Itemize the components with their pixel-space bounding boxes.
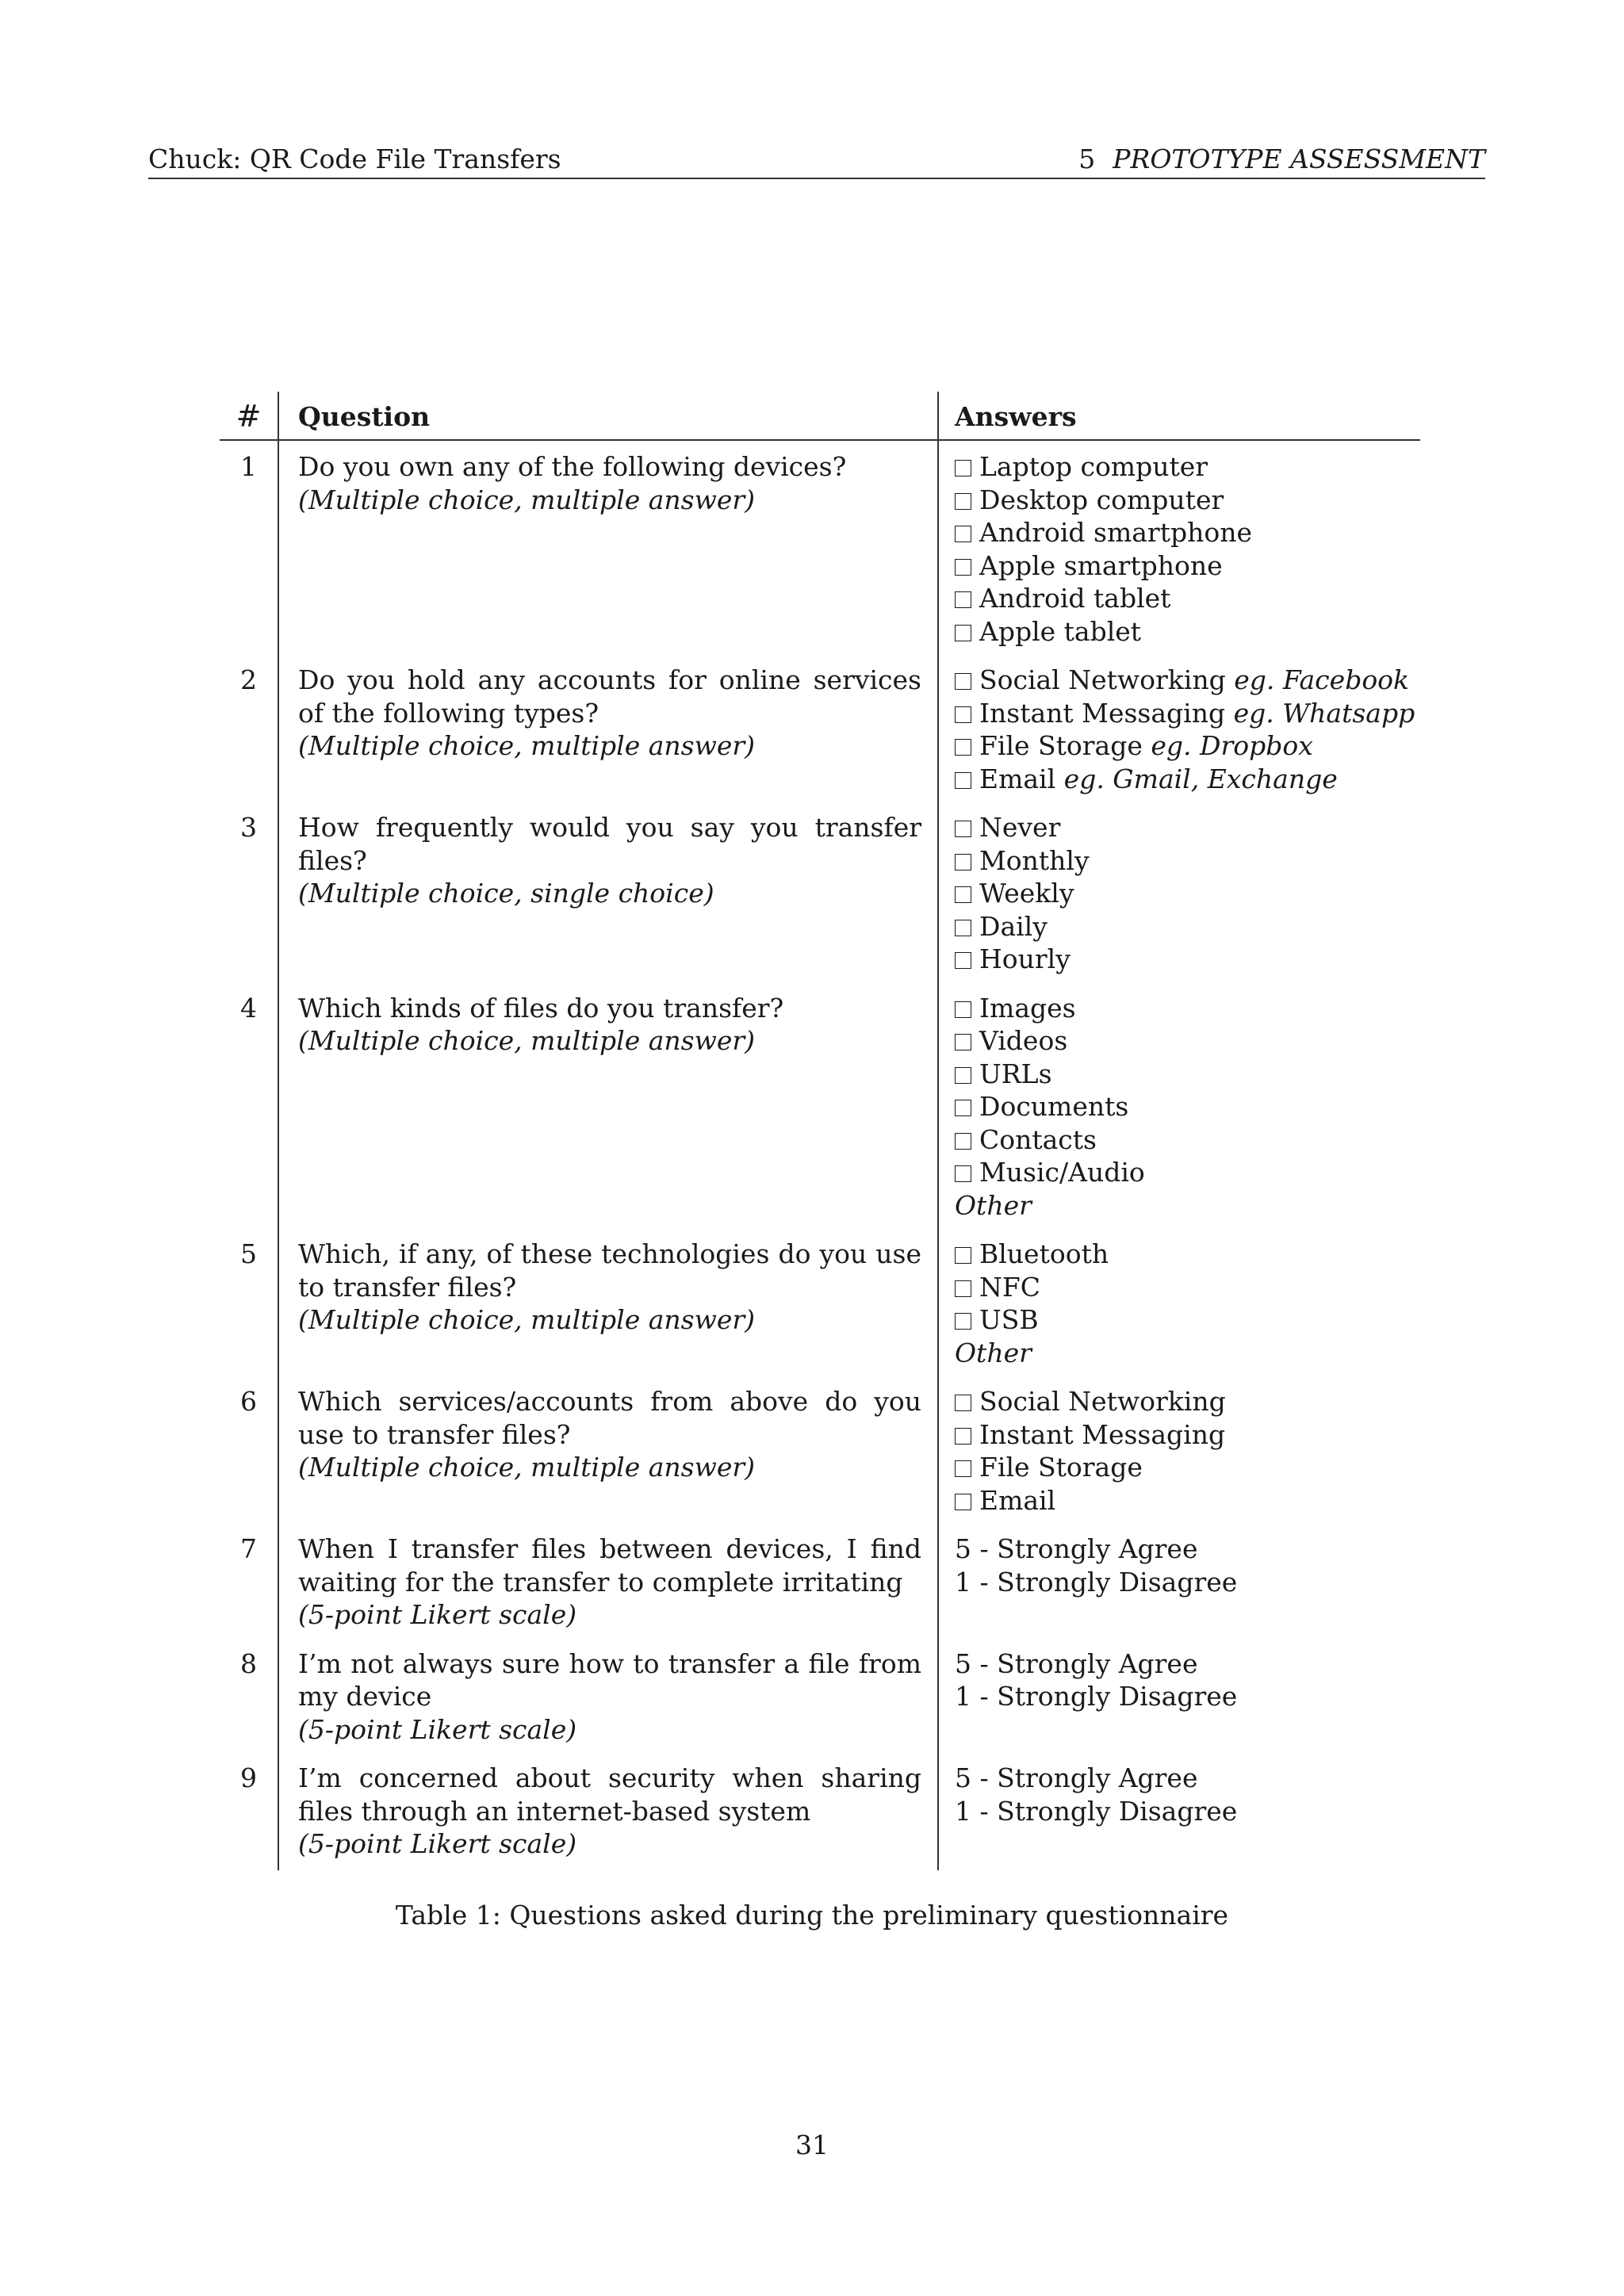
question-type-note: (Multiple choice, multiple answer) [298, 1304, 756, 1335]
checkbox-icon [955, 559, 971, 576]
answer-label: Hourly [979, 943, 1071, 974]
checkbox-icon [955, 1133, 971, 1150]
answers-cell [938, 440, 1420, 664]
question-cell [278, 1238, 938, 1385]
answer-label: Apple tablet [979, 615, 1142, 647]
answer-option [955, 1418, 1420, 1452]
answer-label: Instant Messaging [979, 1418, 1226, 1450]
checkbox-icon [955, 1494, 971, 1510]
answer-option [955, 1647, 1420, 1681]
table-row [220, 992, 1420, 1238]
header-number: # [220, 392, 278, 440]
question-number: 1 [220, 440, 278, 664]
answer-label: Social Networking [979, 664, 1226, 695]
checkbox-icon [955, 493, 971, 510]
question-text: How frequently would you say you transfer files? [298, 812, 921, 876]
question-cell [278, 992, 938, 1238]
checkbox-icon [955, 1100, 971, 1116]
table-header-row [220, 392, 1420, 440]
answer-label: Videos [979, 1025, 1068, 1056]
question-type-note: (Multiple choice, multiple answer) [298, 1025, 756, 1056]
answer-option [955, 516, 1420, 549]
answer-option [955, 992, 1420, 1025]
checkbox-icon [955, 625, 971, 641]
answer-option [955, 844, 1420, 878]
checkbox-icon [955, 854, 971, 871]
answer-option [955, 729, 1420, 763]
question-type-note: (Multiple choice, multiple answer) [298, 484, 756, 515]
question-number: 8 [220, 1647, 278, 1762]
answer-option [955, 1795, 1420, 1828]
answer-label: Android smartphone [979, 517, 1252, 548]
question-cell [278, 664, 938, 811]
answer-option [955, 763, 1420, 796]
answers-cell [938, 1385, 1420, 1533]
question-number: 4 [220, 992, 278, 1238]
header-question: Question [278, 392, 938, 440]
answer-label: Desktop computer [979, 484, 1224, 515]
question-number: 9 [220, 1762, 278, 1870]
answers-cell [938, 1238, 1420, 1385]
table-row [220, 1238, 1420, 1385]
answer-option [955, 1566, 1420, 1599]
answer-label: Apple smartphone [979, 549, 1223, 581]
answer-option [955, 1238, 1420, 1271]
answer-label: NFC [979, 1271, 1041, 1303]
question-type-note: (Multiple choice, multiple answer) [298, 730, 756, 761]
question-text: Which services/accounts from above do you use to transfer files? [298, 1386, 921, 1450]
table-row [220, 1385, 1420, 1533]
question-cell [278, 1647, 938, 1762]
answer-option [955, 910, 1420, 943]
answers-cell [938, 1762, 1420, 1870]
checkbox-icon [955, 772, 971, 789]
checkbox-icon [955, 952, 971, 969]
answers-cell [938, 1647, 1420, 1762]
question-type-note: (Multiple choice, multiple answer) [298, 1452, 756, 1483]
question-number: 2 [220, 664, 278, 811]
table-row [220, 1647, 1420, 1762]
table-body [220, 440, 1420, 1870]
answer-label: Music/Audio [979, 1157, 1145, 1188]
answer-option [955, 943, 1420, 976]
question-number: 5 [220, 1238, 278, 1385]
checkbox-icon [955, 1165, 971, 1182]
question-type-note: (5-point Likert scale) [298, 1828, 577, 1859]
checkbox-icon [955, 886, 971, 903]
question-type-note: (5-point Likert scale) [298, 1713, 577, 1745]
question-number: 3 [220, 811, 278, 992]
answer-example: eg. Whatsapp [1233, 697, 1415, 729]
answer-option [955, 450, 1420, 484]
question-text: Do you own any of the following devices? [298, 451, 847, 482]
answer-label: Documents [979, 1091, 1129, 1122]
answer-label: Email [979, 763, 1056, 794]
checkbox-icon [955, 1247, 971, 1264]
answer-option [955, 1058, 1420, 1091]
answer-label: URLs [979, 1058, 1052, 1089]
answer-label: 1 - Strongly Disagree [955, 1566, 1238, 1598]
running-header-section [1078, 141, 1485, 178]
page-number: 31 [795, 2130, 829, 2160]
answer-label: Contacts [979, 1123, 1097, 1155]
checkbox-icon [955, 1395, 971, 1411]
answer-option [955, 1533, 1420, 1566]
checkbox-icon [955, 591, 971, 608]
answer-label: Weekly [979, 878, 1074, 909]
questionnaire-table [220, 392, 1420, 1870]
question-text: Do you hold any accounts for online services of the following types? [298, 664, 921, 729]
answer-label: Never [979, 812, 1061, 843]
table-row [220, 1533, 1420, 1647]
answer-label: Social Networking [979, 1386, 1226, 1417]
answer-example: eg. Gmail, Exchange [1063, 763, 1338, 794]
checkbox-icon [955, 526, 971, 542]
answer-example: eg. Facebook [1234, 664, 1410, 695]
answer-option [955, 1271, 1420, 1304]
checkbox-icon [955, 1001, 971, 1018]
answers-cell [938, 664, 1420, 811]
checkbox-icon [955, 1428, 971, 1445]
answer-option [955, 1090, 1420, 1123]
running-header-title: Chuck: QR Code File Transfers [148, 144, 561, 174]
answer-label: Laptop computer [979, 451, 1208, 482]
section-number: 5 [1078, 144, 1096, 174]
answer-label: USB [979, 1304, 1039, 1335]
table-row [220, 811, 1420, 992]
checkbox-icon [955, 920, 971, 936]
answer-other: Other [955, 1189, 1032, 1221]
answer-option [955, 484, 1420, 517]
answer-option [955, 582, 1420, 615]
checkbox-icon [955, 739, 971, 756]
answer-label: 5 - Strongly Agree [955, 1647, 1198, 1679]
answer-option [955, 1484, 1420, 1517]
answer-option [955, 615, 1420, 649]
question-text: I’m not always sure how to transfer a file from my device [298, 1647, 921, 1712]
answer-option [955, 1680, 1420, 1713]
running-header [148, 141, 1485, 179]
answer-label: Instant Messaging [979, 697, 1226, 729]
question-text: Which, if any, of these technologies do you use to transfer files? [298, 1238, 921, 1303]
answer-label: Android tablet [979, 583, 1171, 614]
answer-example: eg. Dropbox [1151, 730, 1313, 761]
answer-option [955, 664, 1420, 697]
answer-label: 5 - Strongly Agree [955, 1533, 1198, 1564]
question-cell [278, 1385, 938, 1533]
question-cell [278, 440, 938, 664]
checkbox-icon [955, 821, 971, 837]
table-row [220, 664, 1420, 811]
answer-label: 1 - Strongly Disagree [955, 1795, 1238, 1827]
answer-option [955, 1024, 1420, 1058]
answer-label: Daily [979, 910, 1048, 942]
question-text: When I transfer files between devices, I find waiting for the transfer to complete irritating [298, 1533, 921, 1598]
question-cell [278, 1533, 938, 1647]
section-title: PROTOTYPE ASSESSMENT [1113, 144, 1485, 174]
question-cell [278, 811, 938, 992]
answer-label: File Storage [979, 730, 1143, 761]
answer-option [955, 697, 1420, 730]
answer-option [955, 549, 1420, 583]
answers-cell [938, 992, 1420, 1238]
answer-label: 5 - Strongly Agree [955, 1762, 1198, 1793]
answer-option [955, 1123, 1420, 1157]
checkbox-icon [955, 706, 971, 723]
checkbox-icon [955, 1067, 971, 1084]
answer-option [955, 1385, 1420, 1418]
question-type-note: (Multiple choice, single choice) [298, 878, 714, 909]
checkbox-icon [955, 1313, 971, 1330]
question-type-note: (5-point Likert scale) [298, 1599, 577, 1630]
answer-label: Bluetooth [979, 1238, 1109, 1269]
answer-label: Email [979, 1484, 1056, 1516]
checkbox-icon [955, 673, 971, 690]
answer-label: File Storage [979, 1452, 1143, 1483]
question-number: 7 [220, 1533, 278, 1647]
answers-cell [938, 1533, 1420, 1647]
table-row [220, 440, 1420, 664]
checkbox-icon [955, 1034, 971, 1050]
answer-other: Other [955, 1337, 1032, 1368]
answer-option [955, 1156, 1420, 1189]
question-cell [278, 1762, 938, 1870]
header-answers: Answers [938, 392, 1420, 440]
checkbox-icon [955, 1280, 971, 1297]
answers-cell [938, 811, 1420, 992]
table-row [220, 1762, 1420, 1870]
answer-option [955, 877, 1420, 910]
table-caption: Table 1: Questions asked during the preliminary questionnaire [395, 1900, 1229, 1931]
question-number: 6 [220, 1385, 278, 1533]
answer-label: 1 - Strongly Disagree [955, 1681, 1238, 1712]
checkbox-icon [955, 460, 971, 476]
checkbox-icon [955, 1460, 971, 1477]
answer-option [955, 1762, 1420, 1795]
question-text: I’m concerned about security when sharing files through an internet-based system [298, 1762, 921, 1827]
answer-label: Monthly [979, 844, 1090, 876]
answer-option [955, 811, 1420, 844]
answer-option [955, 1303, 1420, 1337]
answer-option [955, 1451, 1420, 1484]
answer-label: Images [979, 992, 1076, 1024]
question-text: Which kinds of files do you transfer? [298, 992, 784, 1024]
